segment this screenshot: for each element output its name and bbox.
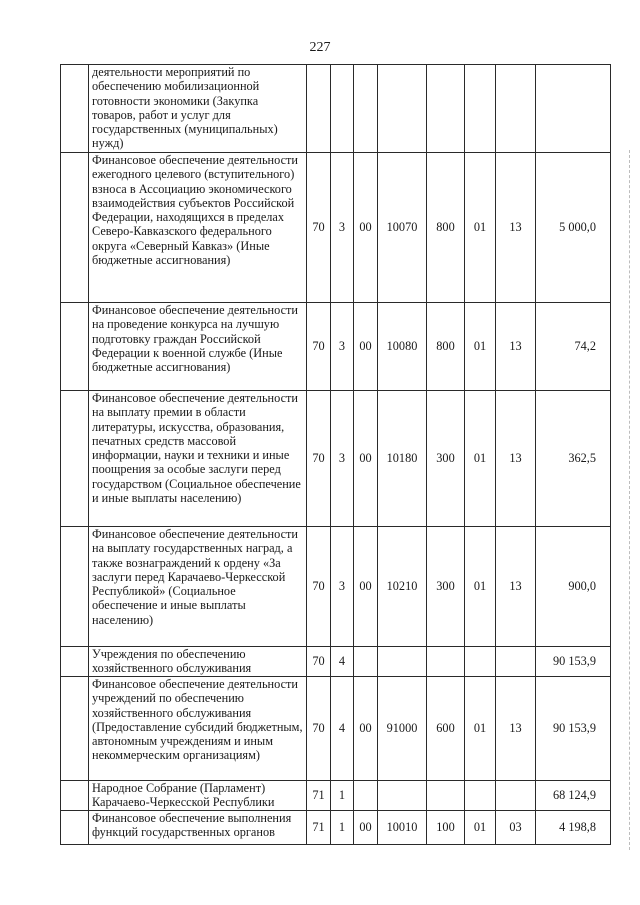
table-row [61, 527, 611, 647]
cell-amount: 74,2 [536, 303, 611, 391]
row-name: Финансовое обеспечение выполнения функций государственных органов [89, 811, 307, 845]
cell-amount: 900,0 [536, 527, 611, 647]
cell-program: 70 [307, 677, 331, 781]
cell-program: 71 [307, 811, 331, 845]
row-name: Финансовое обеспечение деятельности ежегодного целевого (вступительного) взноса в Ассоциацию экономического взаимодействия субъектов Российской Федерации, находящихся в пределах Северо-Кавказского федерального округа «Северный Кавказ» (Иные бюджетные ассигнования) [89, 153, 307, 303]
cell-event: 00 [354, 527, 378, 647]
empty-cell [61, 781, 89, 811]
table-row [61, 391, 611, 527]
cell-expense-type: 800 [427, 303, 465, 391]
cell-section [465, 647, 496, 677]
row-name: Финансовое обеспечение деятельности на проведение конкурса на лучшую подготовку граждан Российской Федерации к военной службе (Иные бюджетные ассигнования) [89, 303, 307, 391]
cell-direction [378, 781, 427, 811]
cell-direction: 10010 [378, 811, 427, 845]
cell-subsection [496, 65, 536, 153]
cell-amount: 90 153,9 [536, 647, 611, 677]
cell-subsection: 13 [496, 677, 536, 781]
cell-expense-type: 300 [427, 391, 465, 527]
cell-section: 01 [465, 391, 496, 527]
cell-program: 70 [307, 391, 331, 527]
cell-amount: 5 000,0 [536, 153, 611, 303]
cell-event: 00 [354, 677, 378, 781]
row-name: деятельности мероприятий по обеспечению мобилизационной готовности экономики (Закупка товаров, работ и услуг для государственных (муниципальных) нужд) [89, 65, 307, 153]
cell-direction: 91000 [378, 677, 427, 781]
cell-subsection: 13 [496, 391, 536, 527]
cell-subsection [496, 647, 536, 677]
table-body [61, 65, 611, 845]
cell-subsection: 13 [496, 303, 536, 391]
cell-subprogram: 3 [331, 303, 354, 391]
cell-expense-type: 100 [427, 811, 465, 845]
cell-section: 01 [465, 527, 496, 647]
empty-cell [61, 677, 89, 781]
cell-direction: 10080 [378, 303, 427, 391]
cell-direction: 10180 [378, 391, 427, 527]
empty-cell [61, 527, 89, 647]
empty-cell [61, 303, 89, 391]
cell-event [354, 647, 378, 677]
empty-cell [61, 153, 89, 303]
cell-section [465, 781, 496, 811]
cell-subsection: 13 [496, 527, 536, 647]
row-name: Учреждения по обеспечению хозяйственного обслуживания [89, 647, 307, 677]
cell-amount: 4 198,8 [536, 811, 611, 845]
cell-event [354, 781, 378, 811]
cell-program: 70 [307, 527, 331, 647]
scan-margin-line [629, 150, 630, 850]
cell-subprogram: 3 [331, 527, 354, 647]
cell-section: 01 [465, 303, 496, 391]
cell-program: 71 [307, 781, 331, 811]
cell-program: 70 [307, 647, 331, 677]
row-name: Финансовое обеспечение деятельности на выплату государственных наград, а также вознаграждений к ордену «За заслуги перед Карачаево-Черкесской Республикой» (Социальное обеспечение и иные выплаты населению) [89, 527, 307, 647]
table-row [61, 647, 611, 677]
cell-section: 01 [465, 677, 496, 781]
cell-event [354, 65, 378, 153]
cell-expense-type [427, 647, 465, 677]
cell-subsection: 03 [496, 811, 536, 845]
empty-cell [61, 647, 89, 677]
cell-direction: 10210 [378, 527, 427, 647]
cell-expense-type: 300 [427, 527, 465, 647]
cell-program: 70 [307, 153, 331, 303]
cell-expense-type [427, 781, 465, 811]
cell-subprogram [331, 65, 354, 153]
cell-event: 00 [354, 303, 378, 391]
cell-subprogram: 3 [331, 391, 354, 527]
cell-program: 70 [307, 303, 331, 391]
empty-cell [61, 811, 89, 845]
cell-expense-type: 600 [427, 677, 465, 781]
table-row [61, 677, 611, 781]
cell-amount: 90 153,9 [536, 677, 611, 781]
budget-table [60, 64, 611, 845]
cell-section [465, 65, 496, 153]
table-row [61, 811, 611, 845]
cell-event: 00 [354, 153, 378, 303]
empty-cell [61, 65, 89, 153]
row-name: Финансовое обеспечение деятельности на выплату премии в области литературы, искусства, образования, печатных средств массовой информации, науки и техники и иные поощрения за особые заслуги перед государством (Социальное обеспечение и иные выплаты населению) [89, 391, 307, 527]
cell-subprogram: 4 [331, 677, 354, 781]
cell-direction: 10070 [378, 153, 427, 303]
cell-expense-type [427, 65, 465, 153]
cell-direction [378, 647, 427, 677]
cell-expense-type: 800 [427, 153, 465, 303]
cell-subsection: 13 [496, 153, 536, 303]
row-name: Народное Собрание (Парламент) Карачаево-Черкесской Республики [89, 781, 307, 811]
cell-program [307, 65, 331, 153]
table-row [61, 153, 611, 303]
cell-section: 01 [465, 811, 496, 845]
cell-event: 00 [354, 391, 378, 527]
table-row [61, 781, 611, 811]
cell-subprogram: 4 [331, 647, 354, 677]
cell-subprogram: 1 [331, 781, 354, 811]
cell-subprogram: 3 [331, 153, 354, 303]
cell-event: 00 [354, 811, 378, 845]
cell-amount [536, 65, 611, 153]
cell-direction [378, 65, 427, 153]
empty-cell [61, 391, 89, 527]
row-name: Финансовое обеспечение деятельности учреждений по обеспечению хозяйственного обслуживания (Предоставление субсидий бюджетным, автономным учреждениям и иным некоммерческим организациям) [89, 677, 307, 781]
page-number: 227 [309, 40, 331, 55]
cell-subprogram: 1 [331, 811, 354, 845]
cell-section: 01 [465, 153, 496, 303]
cell-subsection [496, 781, 536, 811]
table-row [61, 303, 611, 391]
cell-amount: 68 124,9 [536, 781, 611, 811]
cell-amount: 362,5 [536, 391, 611, 527]
table-row [61, 65, 611, 153]
